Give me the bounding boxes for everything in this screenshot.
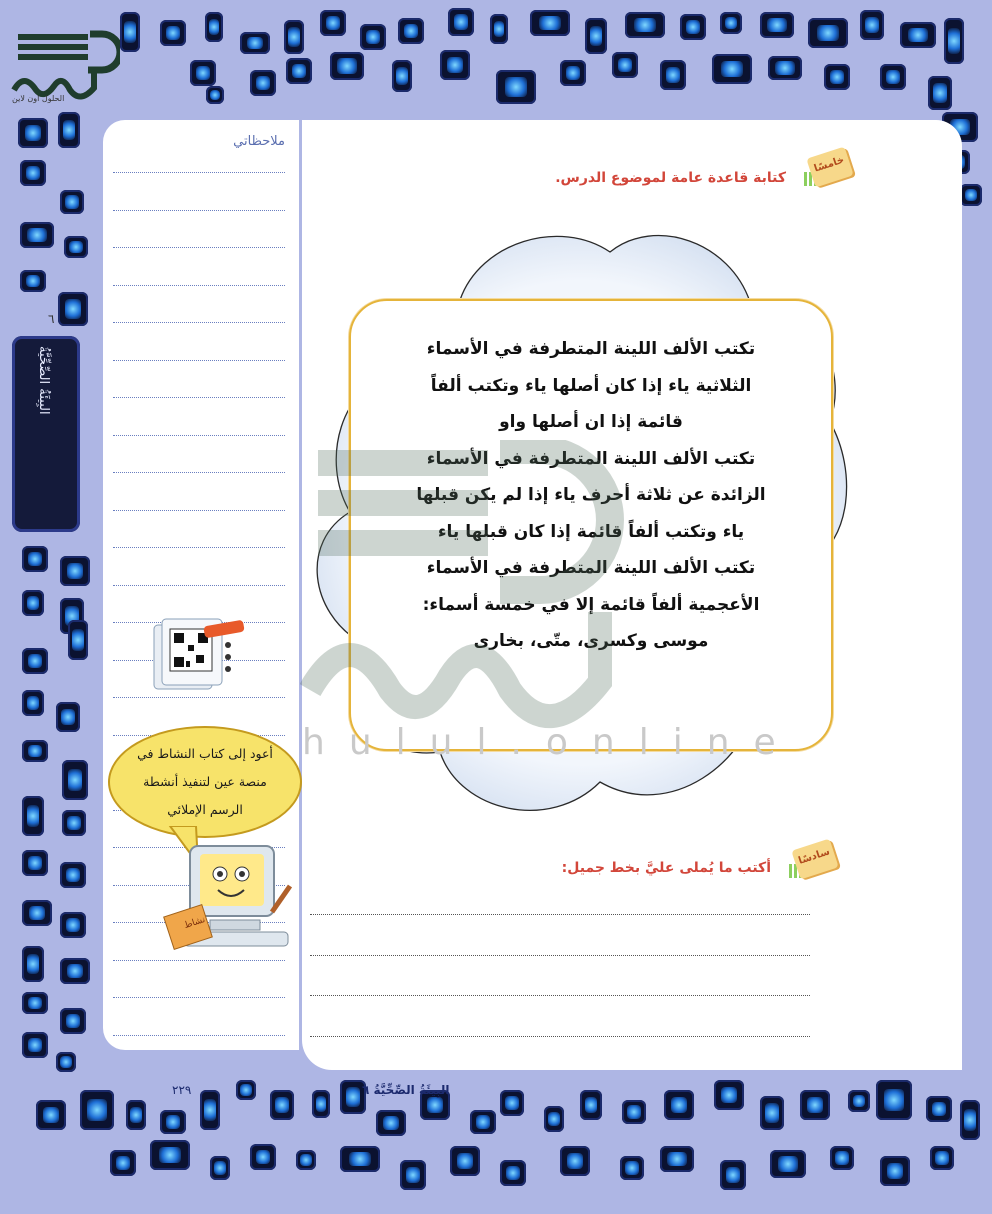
bead-decoration xyxy=(808,18,848,48)
notes-line[interactable] xyxy=(113,697,285,698)
bead-decoration xyxy=(560,1146,590,1176)
bead-decoration xyxy=(22,546,48,572)
notes-line[interactable] xyxy=(113,585,285,586)
bead-decoration xyxy=(612,52,638,78)
notes-line[interactable] xyxy=(113,472,285,473)
bead-decoration xyxy=(496,70,536,104)
bead-decoration xyxy=(544,1106,564,1132)
bead-decoration xyxy=(622,1100,646,1124)
bead-decoration xyxy=(880,1156,910,1186)
notes-line[interactable] xyxy=(113,397,285,398)
bead-decoration xyxy=(664,1090,694,1120)
section5-badge xyxy=(810,152,856,190)
bead-decoration xyxy=(530,10,570,36)
qr-activity-book-icon[interactable] xyxy=(150,615,250,693)
bead-decoration xyxy=(270,1090,294,1120)
bead-decoration xyxy=(800,1090,830,1120)
writing-line[interactable] xyxy=(310,955,810,956)
bead-decoration xyxy=(585,18,607,54)
bead-decoration xyxy=(160,1110,186,1134)
bead-decoration xyxy=(330,52,364,80)
bead-decoration xyxy=(376,1110,406,1136)
bead-decoration xyxy=(400,1160,426,1190)
bead-decoration xyxy=(944,18,964,64)
bead-decoration xyxy=(625,12,665,38)
notes-title: ملاحظاتي xyxy=(233,134,285,149)
bead-decoration xyxy=(62,760,88,800)
rule-line: ياء وتكتب ألفاً قائمة إذا كان قبلها ياء xyxy=(437,521,745,542)
bead-decoration xyxy=(830,1146,854,1170)
writing-line[interactable] xyxy=(310,914,810,915)
notes-line[interactable] xyxy=(113,360,285,361)
unit-side-label: البِيئَةُ الصِّحِّيَّةُ xyxy=(36,346,51,415)
bead-decoration xyxy=(770,1150,806,1178)
bead-decoration xyxy=(56,702,80,732)
bead-decoration xyxy=(22,850,48,876)
bubble-line: منصة عين لتنفيذ أنشطة xyxy=(143,774,267,789)
bead-decoration xyxy=(22,690,44,716)
bead-decoration xyxy=(56,1052,76,1072)
bead-decoration xyxy=(250,1144,276,1170)
bead-decoration xyxy=(18,118,48,148)
rule-line: تكتب الألف اللينة المتطرفة في الأسماء xyxy=(426,448,756,469)
bead-decoration xyxy=(60,958,90,984)
bead-decoration xyxy=(860,10,884,40)
rule-line: تكتب الألف اللينة المتطرفة في الأسماء xyxy=(426,339,756,359)
bead-decoration xyxy=(928,76,952,110)
bubble-line: الرسم الإملائي xyxy=(167,802,243,817)
bead-decoration xyxy=(210,1156,230,1180)
bead-decoration xyxy=(60,556,90,586)
bead-decoration xyxy=(960,184,982,206)
bead-decoration xyxy=(450,1146,480,1176)
side-number: ٦ xyxy=(48,312,55,326)
bead-decoration xyxy=(760,12,794,38)
bead-decoration xyxy=(236,1080,256,1100)
bead-decoration xyxy=(250,70,276,96)
bead-decoration xyxy=(398,18,424,44)
bead-decoration xyxy=(22,648,48,674)
bead-decoration xyxy=(470,1110,496,1134)
bead-decoration xyxy=(190,60,216,86)
book-label: نشاط xyxy=(182,914,207,932)
bead-decoration xyxy=(60,912,86,938)
bead-decoration xyxy=(284,20,304,54)
bead-decoration xyxy=(768,56,802,80)
bead-decoration xyxy=(490,14,508,44)
notes-line[interactable] xyxy=(113,210,285,211)
notes-line[interactable] xyxy=(113,510,285,511)
bead-decoration xyxy=(22,1032,48,1058)
bead-decoration xyxy=(126,1100,146,1130)
bead-decoration xyxy=(620,1156,644,1180)
notes-line[interactable] xyxy=(113,435,285,436)
notes-line[interactable] xyxy=(113,997,285,998)
logo-caption: الحلول اون لاين xyxy=(12,94,65,103)
bead-decoration xyxy=(20,222,54,248)
bead-decoration xyxy=(680,14,706,40)
bead-decoration xyxy=(312,1090,330,1118)
rule-line: الثلاثية ياء إذا كان أصلها ياء وتكتب ألفاً xyxy=(430,375,752,396)
notes-line[interactable] xyxy=(113,172,285,173)
notes-line[interactable] xyxy=(113,960,285,961)
bead-decoration xyxy=(240,32,270,54)
rule-text xyxy=(365,331,817,660)
bead-decoration xyxy=(200,1090,220,1130)
bead-decoration xyxy=(660,60,686,90)
bead-decoration xyxy=(760,1096,784,1130)
section6-badge-label: سادسًا xyxy=(797,846,832,867)
computer-character-icon xyxy=(160,838,300,956)
section6-heading: أكتب ما يُملى عليَّ بخط جميل: xyxy=(561,860,771,876)
bead-decoration xyxy=(80,1090,114,1130)
bead-decoration xyxy=(36,1100,66,1130)
bead-decoration xyxy=(960,1100,980,1140)
bead-decoration xyxy=(20,160,46,186)
bead-decoration xyxy=(848,1090,870,1112)
bead-decoration xyxy=(560,60,586,86)
section6-badge xyxy=(795,844,841,882)
section5-heading: كتابة قاعدة عامة لموضوع الدرس. xyxy=(555,170,786,186)
bead-decoration xyxy=(22,796,44,836)
bead-decoration xyxy=(392,60,412,92)
rule-line: موسى وكسرى، متّى، بخارى xyxy=(473,631,709,651)
bead-decoration xyxy=(900,22,936,48)
watermark-text: hulul.online xyxy=(302,722,800,763)
bead-decoration xyxy=(660,1146,694,1172)
writing-line[interactable] xyxy=(310,995,810,996)
bead-decoration xyxy=(60,862,86,888)
bead-decoration xyxy=(340,1146,380,1172)
rule-answer-box xyxy=(349,299,833,751)
bead-decoration xyxy=(62,810,86,836)
bead-decoration xyxy=(206,86,224,104)
section5-badge-label: خامسًا xyxy=(812,154,846,175)
bead-decoration xyxy=(120,12,140,52)
page-number: ٢٢٩ xyxy=(172,1083,192,1097)
bead-decoration xyxy=(714,1080,744,1110)
footer-unit-title: البِيئَةُ الصِّحِّيَّةُ ٦ xyxy=(362,1083,450,1097)
bead-decoration xyxy=(160,20,186,46)
rule-line: الأعجمية ألفاً قائمة إلا في خمسة أسماء: xyxy=(422,594,760,615)
bead-decoration xyxy=(64,236,88,258)
bead-decoration xyxy=(320,10,346,36)
unit-side-tab xyxy=(12,336,80,532)
bead-decoration xyxy=(500,1160,526,1186)
instruction-bubble xyxy=(108,726,302,838)
bead-decoration xyxy=(720,1160,746,1190)
bead-decoration xyxy=(205,12,223,42)
bead-decoration xyxy=(22,590,44,616)
bead-decoration xyxy=(580,1090,602,1120)
bead-decoration xyxy=(500,1090,524,1116)
bead-decoration xyxy=(110,1150,136,1176)
rule-line: قائمة إذا ان أصلها واو xyxy=(499,412,683,432)
bead-decoration xyxy=(22,992,48,1014)
bead-decoration xyxy=(926,1096,952,1122)
notes-line[interactable] xyxy=(113,322,285,323)
bead-decoration xyxy=(22,740,48,762)
bead-decoration xyxy=(68,620,88,660)
bubble-line: أعود إلى كتاب النشاط في xyxy=(137,746,273,761)
bead-decoration xyxy=(876,1080,912,1120)
bead-decoration xyxy=(58,292,88,326)
bead-decoration xyxy=(448,8,474,36)
bead-decoration xyxy=(150,1140,190,1170)
bead-decoration xyxy=(60,190,84,214)
bead-decoration xyxy=(440,50,470,80)
rule-line: الزائدة عن ثلاثة أحرف ياء إذا لم يكن قبلها xyxy=(416,485,766,505)
bead-decoration xyxy=(824,64,850,90)
bead-decoration xyxy=(58,112,80,148)
bead-decoration xyxy=(286,58,312,84)
bead-decoration xyxy=(880,64,906,90)
bead-decoration xyxy=(360,24,386,50)
bead-decoration xyxy=(20,270,46,292)
bead-decoration xyxy=(712,54,752,84)
notes-line[interactable] xyxy=(113,547,285,548)
bead-decoration xyxy=(60,1008,86,1034)
notes-line[interactable] xyxy=(113,247,285,248)
bead-decoration xyxy=(930,1146,954,1170)
bead-decoration xyxy=(296,1150,316,1170)
notes-line[interactable] xyxy=(113,285,285,286)
bead-decoration xyxy=(22,900,52,926)
writing-line[interactable] xyxy=(310,1036,810,1037)
rule-line: تكتب الألف اللينة المتطرفة في الأسماء xyxy=(426,558,756,578)
notes-line[interactable] xyxy=(113,1035,285,1036)
bead-decoration xyxy=(22,946,44,982)
bead-decoration xyxy=(720,12,742,34)
